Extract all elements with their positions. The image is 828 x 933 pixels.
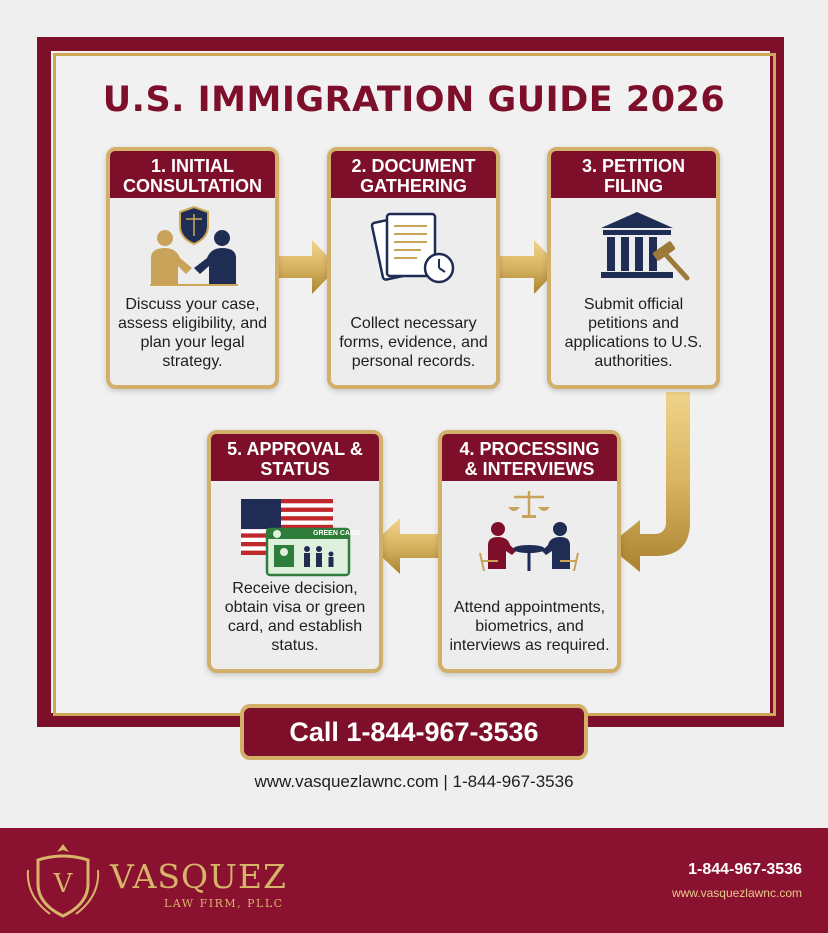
step-description: Submit official petitions and applications to U.S. authorities. bbox=[564, 296, 703, 370]
step-description: Receive decision, obtain visa or green card, and establish status. bbox=[224, 580, 366, 654]
courthouse-gavel-icon bbox=[551, 206, 716, 291]
call-button[interactable]: Call 1-844-967-3536 bbox=[240, 704, 588, 760]
step-description: Discuss your case, assess eligibility, and plan your legal strategy. bbox=[117, 296, 268, 370]
footer-website[interactable]: www.vasquezlawnc.com bbox=[671, 886, 802, 900]
step-card-approval bbox=[207, 430, 383, 673]
footer-phone[interactable]: 1-844-967-3536 bbox=[688, 861, 802, 878]
step-title: 5. APPROVAL & STATUS bbox=[211, 434, 379, 481]
law-firm-crest-icon bbox=[20, 840, 106, 924]
page-title: U.S. IMMIGRATION GUIDE 2026 bbox=[102, 80, 726, 120]
consultation-handshake-icon bbox=[110, 206, 275, 291]
logo-name: VASQUEZ bbox=[110, 857, 287, 896]
step-title: 1. INITIAL CONSULTATION bbox=[110, 151, 275, 198]
interview-scales-icon bbox=[442, 489, 617, 574]
step-card-petition bbox=[547, 147, 720, 389]
svg-text:V: V bbox=[53, 869, 73, 899]
logo-subtitle: LAW FIRM, PLLC bbox=[164, 897, 284, 910]
green-card-label: GREEN CARD bbox=[313, 530, 361, 537]
step-title: 4. PROCESSING & INTERVIEWS bbox=[442, 434, 617, 481]
step-card-consultation bbox=[106, 147, 279, 389]
step-title: 2. DOCUMENT GATHERING bbox=[331, 151, 496, 198]
documents-clock-icon bbox=[331, 206, 496, 291]
flag-green-card-icon bbox=[211, 489, 379, 574]
step-card-documents bbox=[327, 147, 500, 389]
step-title: 3. PETITION FILING bbox=[551, 151, 716, 198]
contact-line: www.vasquezlawnc.com | 1-844-967-3536 bbox=[254, 772, 574, 791]
step-description: Attend appointments, biometrics, and interviews as required. bbox=[449, 599, 610, 654]
step-card-processing bbox=[438, 430, 621, 673]
step-description: Collect necessary forms, evidence, and personal records. bbox=[339, 315, 488, 370]
